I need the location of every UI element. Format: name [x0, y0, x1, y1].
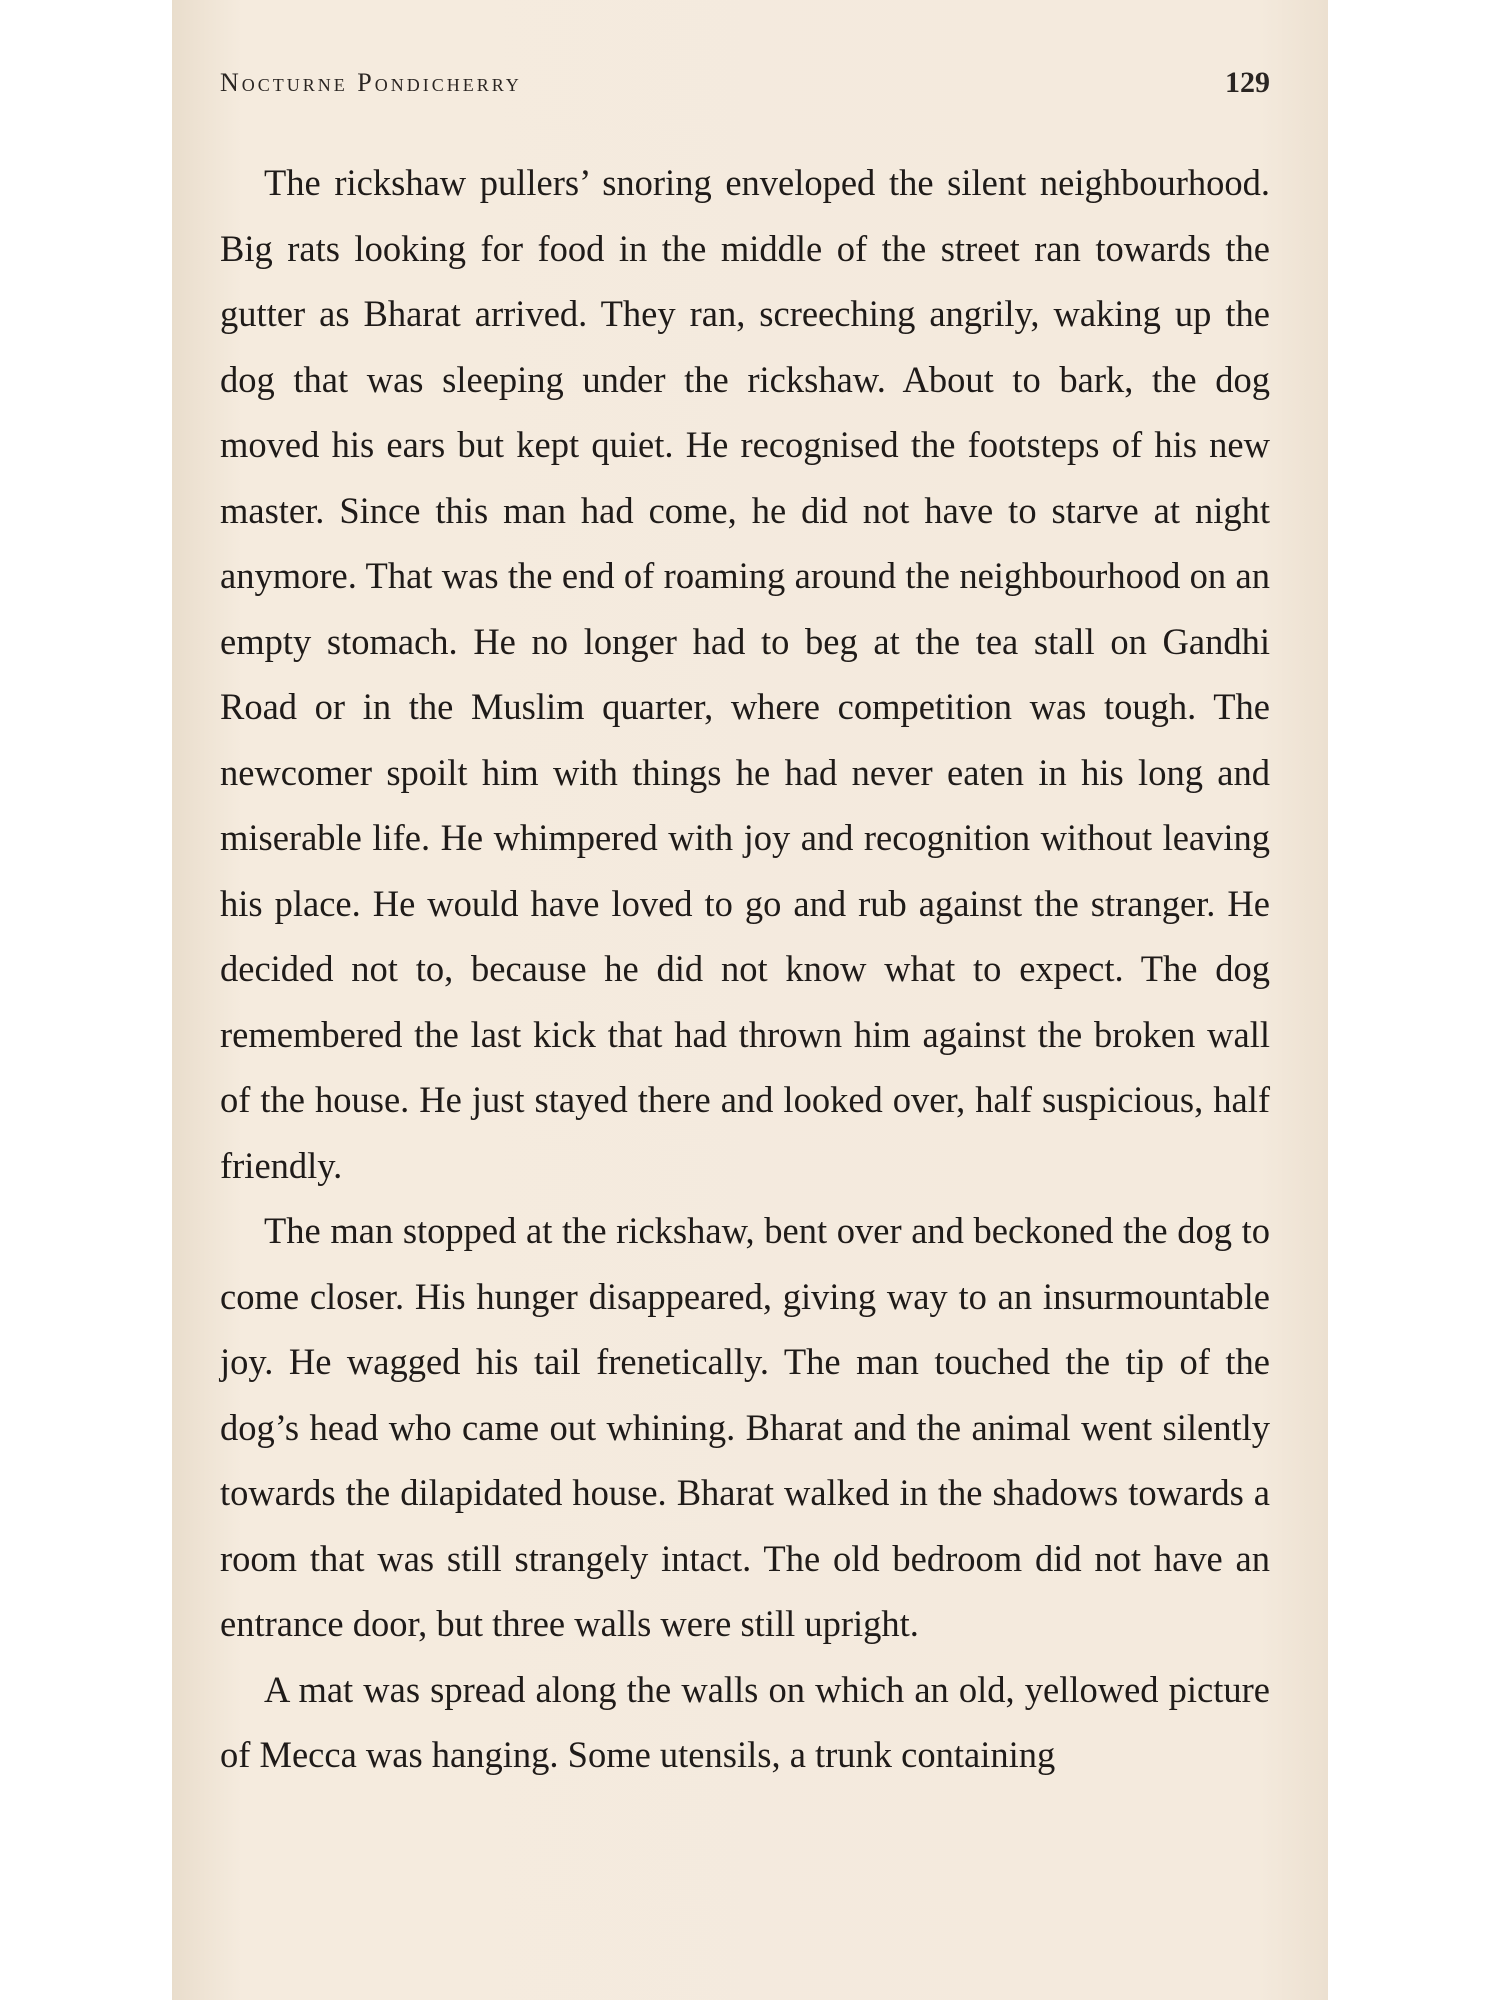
paragraph: The rickshaw pullers’ snoring enveloped the silent neighbourhood. Big rats looking for food in the middle of the street ran towards the gutter as Bharat arrived. They ran, screeching angrily, waking up the dog that was sleeping under the rickshaw. About to bark, the dog moved his ears but kept quiet. He recognised the footsteps of his new master. Since this man had come, he did not have to starve at night anymore. That was the end of roaming around the neighbourhood on an empty stomach. He no longer had to beg at the tea stall on Gandhi Road or in the Muslim quarter, where competition was tough. The newcomer spoilt him with things he had never eaten in his long and miserable life. He whimpered with joy and recognition without leaving his place. He would have loved to go and rub against the stranger. He decided not to, because he did not know what to expect. The dog remembered the last kick that had thrown him against the broken wall of the house. He just stayed there and looked over, half suspicious, half friendly. [220, 162, 1270, 1186]
page-number: 129 [1225, 66, 1270, 99]
running-title: Nocturne Pondicherry [220, 68, 522, 97]
paragraph: A mat was spread along the walls on which an old, yellowed picture of Mecca was hanging. Some utensils, a trunk containing [220, 1668, 1270, 1775]
book-page [172, 0, 1328, 2000]
running-head [220, 66, 1270, 106]
body-text [220, 150, 1270, 1788]
paragraph: The man stopped at the rickshaw, bent over and beckoned the dog to come closer. His hunger disappeared, giving way to an insurmountable joy. He wagged his tail frenetically. The man touched the tip of the dog’s head who came out whining. Bharat and the animal went silently towards the dilapidated house. Bharat walked in the shadows towards a room that was still strangely intact. The old bedroom did not have an entrance door, but three walls were still upright. [220, 1210, 1270, 1644]
